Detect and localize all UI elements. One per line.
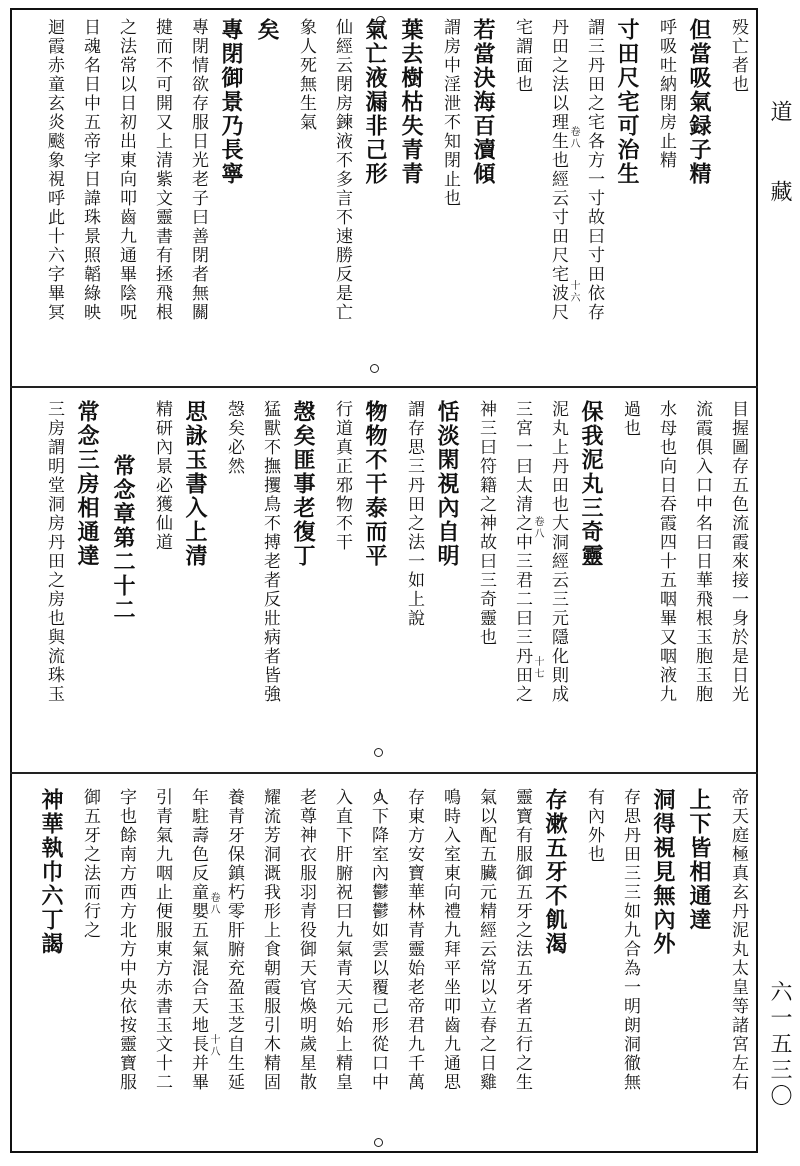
binding-circle (374, 792, 383, 801)
text-column: 氣亡液漏非己形 (362, 18, 388, 186)
text-column: 謂三丹田之宅各方一寸故曰寸田依存 (584, 18, 604, 322)
text-column: 字也餘南方西方北方中央依按靈寶服 (116, 788, 136, 1092)
text-column: 神三曰符籍之神故曰三奇靈也 (476, 400, 496, 647)
text-column: 常念章第二十二 (110, 454, 136, 622)
collection-title-char-2: 藏 (767, 180, 792, 202)
text-column: 行道真正邪物不干 (332, 400, 352, 552)
text-column: 年駐壽色反童嬰五氣混合天地長并畢 (188, 788, 208, 1092)
text-band-2 (14, 400, 754, 766)
text-column: 神華執巾六丁謁 (38, 788, 64, 956)
text-column: 引青氣九咽止便服東方赤書玉文十二 (152, 788, 172, 1092)
text-column: 精研內景必獲仙道 (152, 400, 172, 552)
text-column: 葉去樹枯失青青 (398, 18, 424, 186)
text-column: 專閉情欲存服日光老子曰善閉者無關 (188, 18, 208, 322)
text-column: 流霞俱入口中名曰日華飛根玉胞玉胞 (692, 400, 712, 704)
leaf-mark: 十八 (208, 1034, 219, 1058)
text-column: 宅謂面也 (512, 18, 532, 94)
text-column: 常念三房相通達 (74, 400, 100, 568)
text-column: 過也 (620, 400, 640, 438)
text-column: 存思丹田三三如九合為一明朗洞徹無 (620, 788, 640, 1092)
text-column: 御五牙之法而行之 (80, 788, 100, 940)
text-column: 靈寶有服御五牙之法五牙者五行之生 (512, 788, 532, 1092)
text-column: 有內外也 (584, 788, 604, 864)
text-column: 象人死無生氣 (296, 18, 316, 132)
text-column: 寸田尺宅可治生 (614, 18, 640, 186)
text-column: 矣 (254, 18, 280, 42)
text-column: 帝天庭極真玄丹泥丸太皇等諸宮左右 (728, 788, 748, 1092)
text-column: 殁亡者也 (728, 18, 748, 94)
binding-circle (374, 1138, 383, 1147)
band-divider-2 (10, 772, 758, 774)
text-column: 之法常以日初出東向叩齒九通畢陰呪 (116, 18, 136, 322)
text-column: 若當決海百瀆傾 (470, 18, 496, 186)
text-column: 三宮一曰太清之中三君二曰三丹田之 (512, 400, 532, 704)
leaf-mark: 十七 (532, 656, 543, 680)
text-column: 耀流芳洞溉我形上食朝霞服引木精固 (260, 788, 280, 1092)
volume-mark: 卷八 (532, 516, 543, 540)
binding-circle (376, 404, 385, 413)
text-column: 存東方安寶華林青靈始老帝君九千萬 (404, 788, 424, 1092)
binding-circle (376, 16, 385, 25)
text-column: 但當吸氣録子精 (686, 18, 712, 186)
text-column: 恬淡閑視內自明 (434, 400, 460, 568)
collection-title-char-1: 道 (767, 100, 792, 122)
binding-circle (370, 364, 379, 373)
text-column: 仙經云閉房鍊液不多言不速勝反是亡 (332, 18, 352, 322)
volume-mark: 卷八 (568, 126, 579, 150)
text-column: 丹田之法以理生也經云寸田尺宅波尺 (548, 18, 568, 322)
text-column: 三房謂明堂洞房丹田之房也與流珠玉 (44, 400, 64, 704)
volume-mark: 卷八 (208, 892, 219, 916)
text-column: 專閉御景乃長寧 (218, 18, 244, 186)
band-divider-1 (10, 386, 758, 388)
text-column: 謂房中淫泄不知閉止也 (440, 18, 460, 208)
text-column: 保我泥丸三奇靈 (578, 400, 604, 568)
text-column: 揵而不可開又上清紫文靈書有拯飛根 (152, 18, 172, 322)
text-column: 愨矣匪事老復丁 (290, 400, 316, 568)
text-column: 洞得視見無內外 (650, 788, 676, 956)
text-column: 思詠玉書入上清 (182, 400, 208, 568)
text-column: 泥丸上丹田也大洞經云三元隱化則成 (548, 400, 568, 704)
text-column: 上下皆相通達 (686, 788, 712, 932)
text-column: 呼吸吐納閉房止精 (656, 18, 676, 170)
text-column: 日魂名日中五帝字日諱珠景照韜綠映 (80, 18, 100, 322)
text-column: 養青牙保鎮朽零肝腑充盈玉芝自生延 (224, 788, 244, 1092)
text-column: 老尊神衣服羽青役御天官煥明歲星散 (296, 788, 316, 1092)
text-column: 迴霞赤童玄炎颷象視呼此十六字畢冥 (44, 18, 64, 322)
text-column: 目握圖存五色流霞來接一身於是日光 (728, 400, 748, 704)
text-column: 氣以配五臟元精經云常以立春之日雞 (476, 788, 496, 1092)
text-column: 人下降室內鬱鬱如雲以覆己形從口中 (368, 788, 388, 1092)
text-column: 入直下肝腑祝曰九氣青天元始上精皇 (332, 788, 352, 1092)
text-column: 物物不干泰而平 (362, 400, 388, 568)
text-column: 水母也向日吞霞四十五咽畢又咽液九 (656, 400, 676, 704)
text-band-1 (14, 18, 754, 380)
text-column: 謂存思三丹田之法一如上說 (404, 400, 424, 628)
text-column: 鳴時入室東向禮九拜平坐叩齒九通思 (440, 788, 460, 1092)
text-column: 猛獸不撫攫鳥不搏老者反壯病者皆強 (260, 400, 280, 704)
text-band-3 (14, 788, 754, 1148)
binding-circle (374, 748, 383, 757)
leaf-mark: 十六 (568, 280, 579, 304)
text-column: 存漱五牙不飢渴 (542, 788, 568, 956)
page-number: 六一五三〇 (767, 980, 792, 1110)
text-column: 愨矣必然 (224, 400, 244, 476)
